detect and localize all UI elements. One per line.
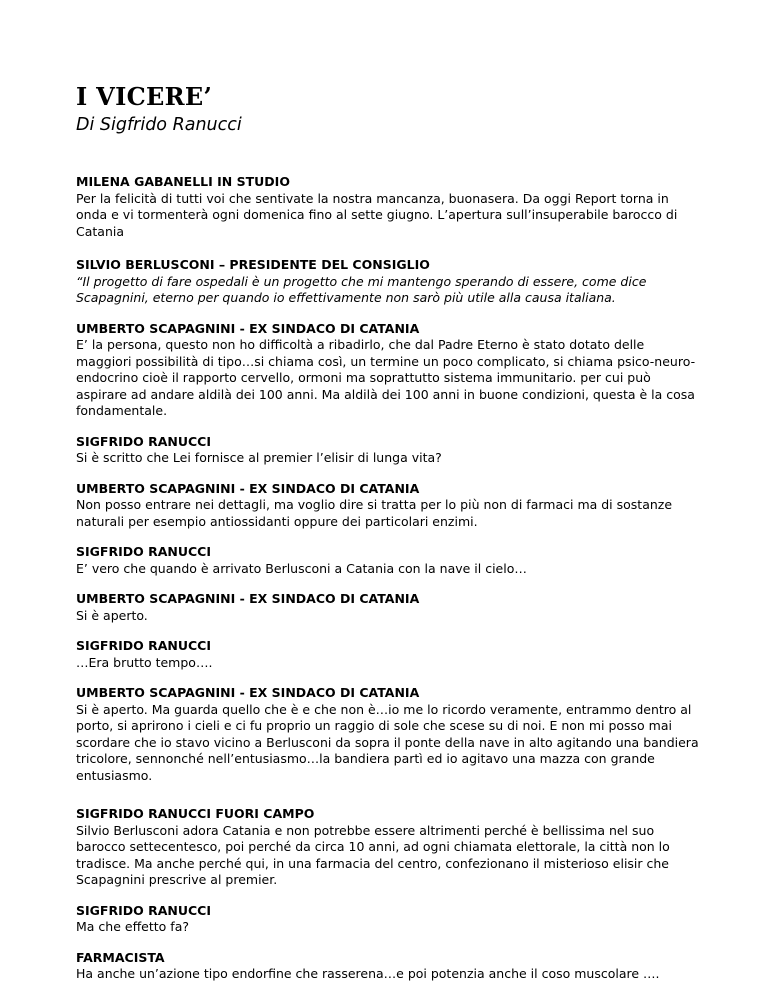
speech-text: Silvio Berlusconi adora Catania e non potrebbe essere altrimenti perché è bellissima nel suo barocco settecentesco, poi perché da circa 10 anni, ad ogni chiamata elettorale, la città non lo tradisce. Ma anche perché qui, in una farmacia del centro, confezionano il misterioso elisir che Scapagnini prescrive al premier. — [76, 822, 670, 887]
speech-text: E’ la persona, questo non ho difficoltà a ribadirlo, che dal Padre Eterno è stato dotato delle maggiori possibilità di tipo…si chiama così, un termine un poco complicato, si chiama psico-neuro-endocrino cioè il rapporto cervello, ormoni ma soprattutto sistema immunitario. per cui può aspirare ad andare aldilà dei 100 anni. Ma aldilà dei 100 anni in buone condizioni, questa è la cosa fondamentale. — [76, 337, 696, 418]
transcript-block — [76, 806, 701, 889]
speaker-name: MILENA GABANELLI IN STUDIO — [76, 174, 290, 189]
speaker-name: UMBERTO SCAPAGNINI - EX SINDACO DI CATANIA — [76, 480, 420, 496]
transcript-block — [76, 257, 701, 307]
speech-text: Si è aperto. Ma guarda quello che è e che non è…io me lo ricordo veramente, entrammo dentro al porto, si aprirono i cieli e ci fu proprio un raggio di sole che scese su di noi. E non mi posso mai scordare che io stavo vicino a Berlusconi da sopra il ponte della nave in alto agitando una bandiera tricolore, sennonché nell’entusiasmo…la bandiera partì ed io agitavo una mazza con grande entusiasmo. — [76, 701, 699, 783]
speaker-name: SIGFRIDO RANUCCI — [76, 902, 211, 918]
speech-text: Per la felicità di tutti voi che sentivate la nostra mancanza, buonasera. Da oggi Report torna in onda e vi tormenterà ogni domenica fino al sette giugno. L’apertura sull’insuperabile barocco di Catania — [76, 190, 678, 239]
transcript-block — [76, 174, 701, 240]
speech-text: Si è aperto. — [76, 607, 148, 623]
transcript-block — [76, 638, 701, 671]
speech-text: Si è scritto che Lei fornisce al premier l’elisir di lunga vita? — [76, 450, 442, 465]
transcript-block — [76, 685, 701, 784]
speaker-name: UMBERTO SCAPAGNINI - EX SINDACO DI CATANIA — [76, 320, 420, 336]
transcript-block — [76, 481, 701, 531]
transcript-block — [76, 321, 701, 420]
document-page — [76, 82, 701, 983]
transcript-block — [76, 591, 701, 624]
transcript-block — [76, 544, 701, 577]
speech-text: Ha anche un’azione tipo endorfine che rasserena…e poi potenzia anche il coso muscolare …. — [76, 966, 660, 981]
speech-text: Non posso entrare nei dettagli, ma voglio dire si tratta per lo più non di farmaci ma di sostanze naturali per esempio antiossidanti oppure dei particolari enzimi. — [76, 497, 673, 529]
transcript-block — [76, 434, 701, 467]
speaker-name: FARMACISTA — [76, 949, 165, 965]
speech-text: “Il progetto di fare ospedali è un progetto che mi mantengo sperando di essere, come dice Scapagnini, eterno per quando io effettivamente non sarò più utile alla causa italiana. — [76, 273, 647, 305]
speaker-name: UMBERTO SCAPAGNINI - EX SINDACO DI CATANIA — [76, 591, 420, 606]
document-title: I VICERE’ — [76, 82, 213, 111]
transcript-block — [76, 950, 701, 983]
speaker-name: SIGFRIDO RANUCCI FUORI CAMPO — [76, 806, 315, 821]
speaker-name: SIGFRIDO RANUCCI — [76, 433, 211, 449]
speaker-name: SIGFRIDO RANUCCI — [76, 638, 211, 653]
speaker-name: UMBERTO SCAPAGNINI - EX SINDACO DI CATANIA — [76, 685, 420, 700]
speaker-name: SIGFRIDO RANUCCI — [76, 544, 211, 559]
speech-text: …Era brutto tempo…. — [76, 654, 213, 670]
speech-text: Ma che effetto fa? — [76, 919, 189, 934]
speaker-name: SILVIO BERLUSCONI – PRESIDENTE DEL CONSIGLIO — [76, 257, 430, 272]
document-author: Di Sigfrido Ranucci — [76, 115, 242, 135]
transcript-block — [76, 903, 701, 936]
speech-text: E’ vero che quando è arrivato Berlusconi a Catania con la nave il cielo… — [76, 560, 527, 576]
